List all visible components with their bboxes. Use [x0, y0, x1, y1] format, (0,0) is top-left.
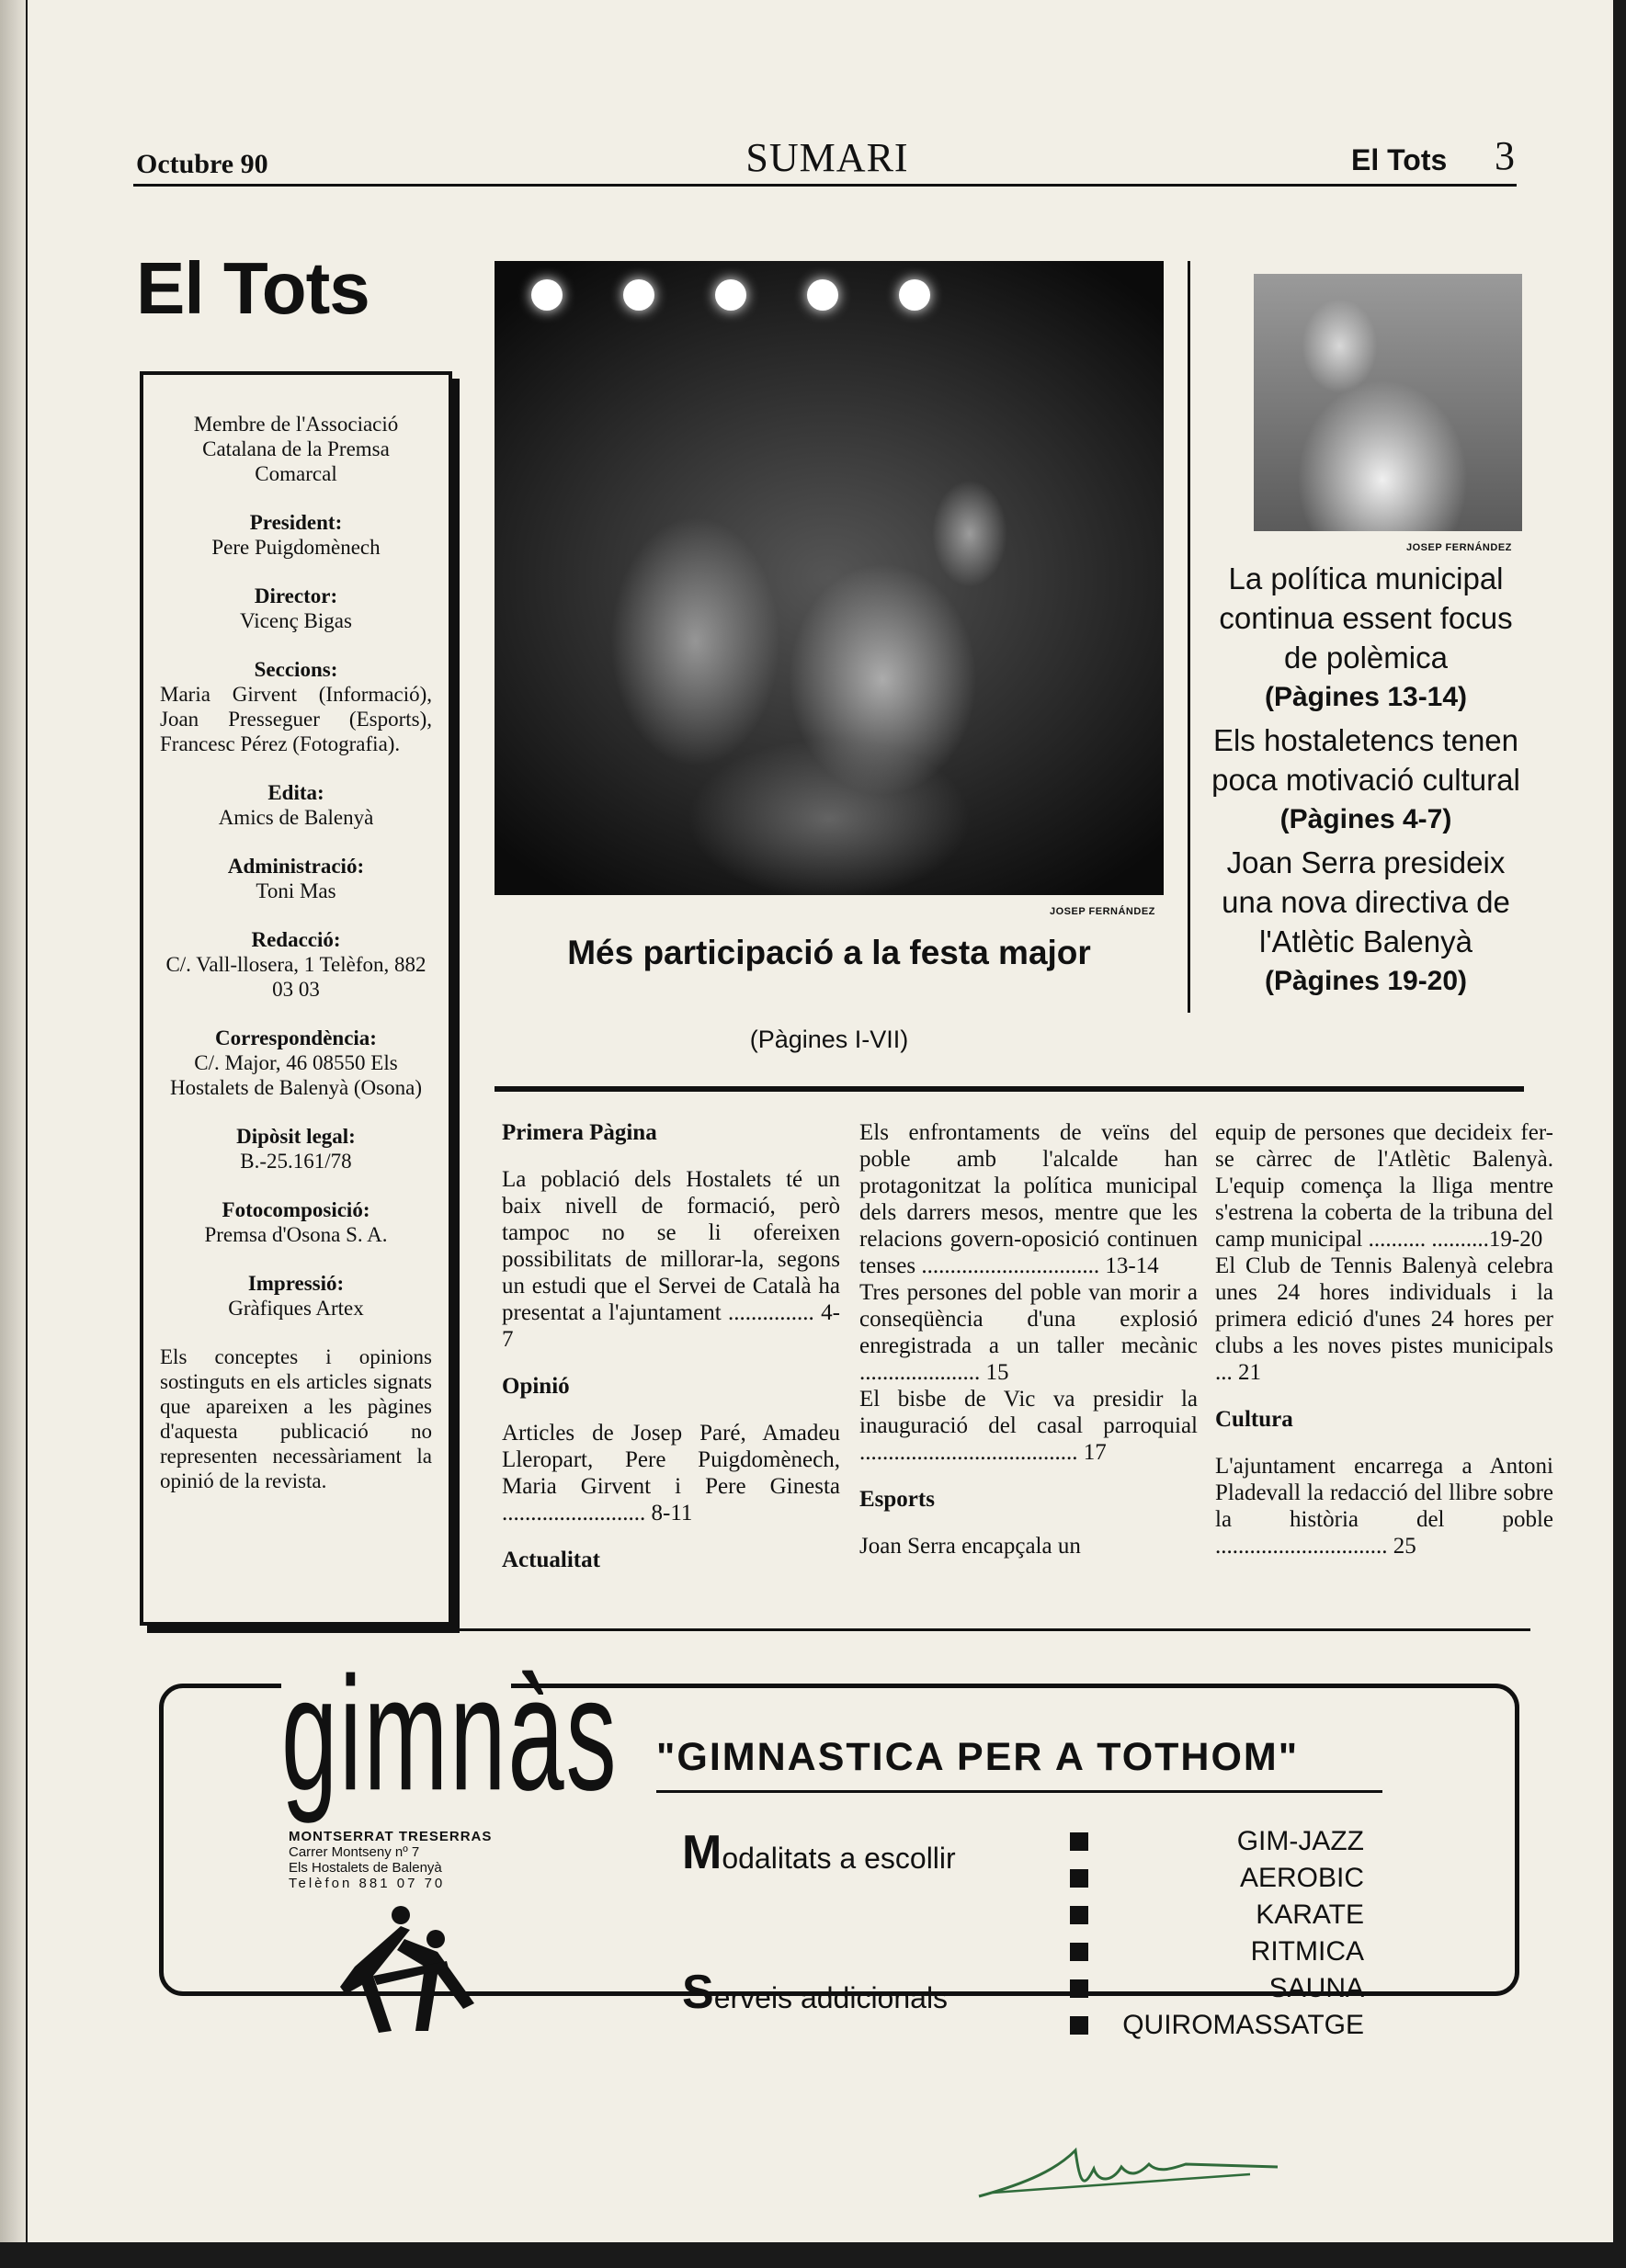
credit-president: President: Pere Puigdomènech	[211, 511, 381, 559]
page-spine	[0, 0, 26, 2242]
credit-typesetting: Fotocomposició: Premsa d'Osona S. A.	[204, 1198, 388, 1246]
credits-box	[140, 371, 452, 1626]
credit-administration: Administració: Toni Mas	[227, 855, 365, 902]
column-divider	[1188, 261, 1190, 1013]
services-heading: Serveis addicionals	[682, 1966, 949, 2019]
festival-photo	[495, 261, 1164, 895]
handwritten-signature	[974, 2132, 1287, 2206]
stage-lights	[531, 279, 1120, 316]
side-story-culture: Els hostaletencs tenen poca motivació cultural (Pàgines 4-7)	[1211, 723, 1520, 834]
modalities-heading: Modalitats a escollir	[682, 1826, 956, 1879]
summary-item: Tres persones del poble van morir a conseqüència d'una explosió enregistrada a un taller mecànic ..................... 15	[859, 1280, 1198, 1385]
main-pages: (Pàgines I-VII)	[749, 1026, 909, 1053]
credit-publisher: Edita: Amics de Balenyà	[218, 781, 374, 829]
side-story-politics: La política municipal continua essent focus de polèmica (Pàgines 13-14)	[1219, 561, 1513, 712]
slogan-rule	[656, 1790, 1382, 1793]
credit-printing: Impressió: Gràfiques Artex	[228, 1272, 364, 1320]
photo-credit-portrait: JOSEP FERNÁNDEZ	[1406, 542, 1512, 553]
summary-item: Articles de Josep Paré, Amadeu Lleropart, Pere Puigdomènech, Maria Girvent i Pere Ginesta ......................... 8-11	[502, 1421, 840, 1525]
section-heading: Actualitat	[502, 1548, 600, 1572]
credit-correspondence: Correspondència: C/. Major, 46 08550 Els Hostalets de Balenyà (Osona)	[169, 1026, 422, 1099]
issue-date: Octubre 90	[136, 149, 268, 179]
summary-item: El Club de Tennis Balenyà celebra unes 24 hores individuals i la primera edició d'unes 24 hores per clubs a les noves pistes municipals ... 21	[1215, 1253, 1553, 1385]
summary-item: La població dels Hostalets té un baix nivell de formació, però tampoc no se li ofereixen possibilitats de millorar-la, segons un estudi que el Servei de Català ha presentat a l'ajuntament ............... 4-7	[502, 1167, 840, 1352]
section-heading: Cultura	[1215, 1407, 1293, 1432]
summary-column-2	[859, 1119, 1198, 1580]
summary-column-1	[502, 1119, 840, 1593]
credit-sections: Seccions: Maria Girvent (Informació), Joan Presseguer (Esports), Francesc Pérez (Fotografia).	[160, 658, 432, 755]
credit-legal-deposit: Dipòsit legal: B.-25.161/78	[236, 1125, 356, 1173]
masthead: El Tots	[136, 247, 370, 329]
section-title: SUMARI	[745, 135, 909, 180]
publication-name: El Tots	[1351, 143, 1448, 176]
side-story-atletic: Joan Serra presideix una nova directiva de l'Atlètic Balenyà (Pàgines 19-20)	[1222, 845, 1510, 996]
summary-column-3	[1215, 1119, 1553, 1580]
summary-item: Els enfrontaments de veïns del poble amb l'alcalde han protagonitzat la política municipal dels darrers mesos, mentre que les relacions govern-oposició continuen tenses ............................... 13-14	[859, 1120, 1198, 1278]
header-rule	[133, 184, 1517, 187]
dancing-figures-icon	[336, 1902, 483, 2040]
main-headline: Més participació a la festa major	[567, 934, 1091, 971]
magazine-page: Octubre 90 SUMARI El Tots 3 El Tots Membre de l'Associació Catalana de la Premsa Comarcal President: Pere Puigdomènech Director: Vicenç Bigas Seccions: Maria Girvent (Informació), Joan Presseguer (Esports), Francesc Pérez (Fotografia). Edita: Amics de Balenyà Administració: Toni Mas Redacció: C/. Vall-llosera, 1 Telèfon, 882 03 03 Correspondència: C/. Major, 46 08550 Els Hostalets de Balenyà (Osona) Dipòsit legal: B.-25.161/78 Fotocomposició: Premsa d'Osona S. A. Impressió: Gràfiques Artex Els conceptes i opinions sostinguts en els articles signats que apareixen a les pàgines d'aquesta publicació no representen necessàriament la opinió de la revista. JOSEP FERNÁNDEZ JOSEP FERNÁNDEZ Més participació a la festa major (Pàgines I-VII) La política municipal continua essent focus de polèmica (Pàgines 13-14) Els hostaletencs tenen poca motivació cultural (Pàgines 4-7) Joan Serra presideix una nova directiva de l'Atlètic Balenyà (Pàgines 19-20) Primera Pàgina La població dels Hostalets té un baix nivell de formació, però tampoc no se li ofereixen possibilitats de millorar-la, segons un estudi que el Servei de Català ha presentat a l'ajuntament ............... 4-7 Opinió Articles de Josep Paré, Amadeu Lleropart, Pere Puigdomènech, Maria Girvent i Pere Ginesta ......................... 8-11 Actualitat Els enfrontaments de veïns del poble amb l'alcalde han protagonitzat la política municipal dels darrers mesos, mentre que les relacions govern-oposició continuen tenses ............................... 13-14 Tres persones del poble van morir a conseqüència d'una explosió enregistrada a un taller mecànic ..................... 15 El bisbe de Vic va presidir la inauguració del casal parroquial ...................................... 17 Esports Joan Serra encapçala un equip de persones que decideix fer-se càrrec de l'Atlètic Balenyà. L'equip comença la lliga mentre s'estrena la coberta de la tribuna del camp municipal .......... ..........19-20 El Club de Tennis Balenyà celebra unes 24 hores individuals i la primera edició d'unes 24 hores per clubs a les noves pistes municipals ... 21 Cultura L'ajuntament encarrega a Antoni Pladevall la redacció del llibre sobre la història del poble .............................. 25 gimnàs MONTSERRAT TRESERRAS Carrer Montseny nº 7 Els Hostalets de Balenyà Telèfon 881 07 70 "GIMNASTICA PER A TOTHOM" Modalitats a escollir Serveis addicionals GIM-JAZZ AEROBIC KARATE RITMICA SAUNA QUIROMASSATGE	[28, 0, 1613, 2242]
credit-director: Director: Vicenç Bigas	[240, 584, 352, 632]
gym-address: MONTSERRAT TRESERRAS Carrer Montseny nº 7 Els Hostalets de Balenyà Telèfon 881 07 70	[289, 1829, 493, 1891]
gym-logo: gimnàs	[281, 1643, 619, 1825]
page-number: 3	[1495, 133, 1515, 178]
portrait-photo	[1254, 274, 1522, 531]
credit-association: Membre de l'Associació Catalana de la Premsa Comarcal	[193, 413, 399, 485]
summary-item: El bisbe de Vic va presidir la inauguració del casal parroquial ...................................... 17	[859, 1387, 1198, 1465]
summary-rule	[495, 1086, 1524, 1092]
summary-item: Joan Serra encapçala un	[859, 1534, 1081, 1559]
side-headlines	[1200, 559, 1531, 1004]
disclaimer: Els conceptes i opinions sostinguts en els articles signats que apareixen a les pàgines d'aquesta publicació no representen necessàriament la opinió de la revista.	[160, 1345, 432, 1492]
ad-top-rule	[147, 1628, 1530, 1631]
section-heading: Opinió	[502, 1374, 570, 1399]
photo-credit-main: JOSEP FERNÁNDEZ	[1050, 906, 1155, 917]
section-heading: Primera Pàgina	[502, 1120, 657, 1145]
summary-item: equip de persones que decideix fer-se càrrec de l'Atlètic Balenyà. L'equip comença la lliga mentre s'estrena la coberta de la tribuna del camp municipal .......... ..........19-20	[1215, 1120, 1553, 1252]
section-heading: Esports	[859, 1487, 935, 1512]
credit-editorial: Redacció: C/. Vall-llosera, 1 Telèfon, 882 03 03	[165, 928, 426, 1001]
ad-slogan: "GIMNASTICA PER A TOTHOM"	[656, 1735, 1300, 1779]
summary-item: L'ajuntament encarrega a Antoni Pladevall la redacció del llibre sobre la història del poble .............................. 25	[1215, 1454, 1553, 1559]
